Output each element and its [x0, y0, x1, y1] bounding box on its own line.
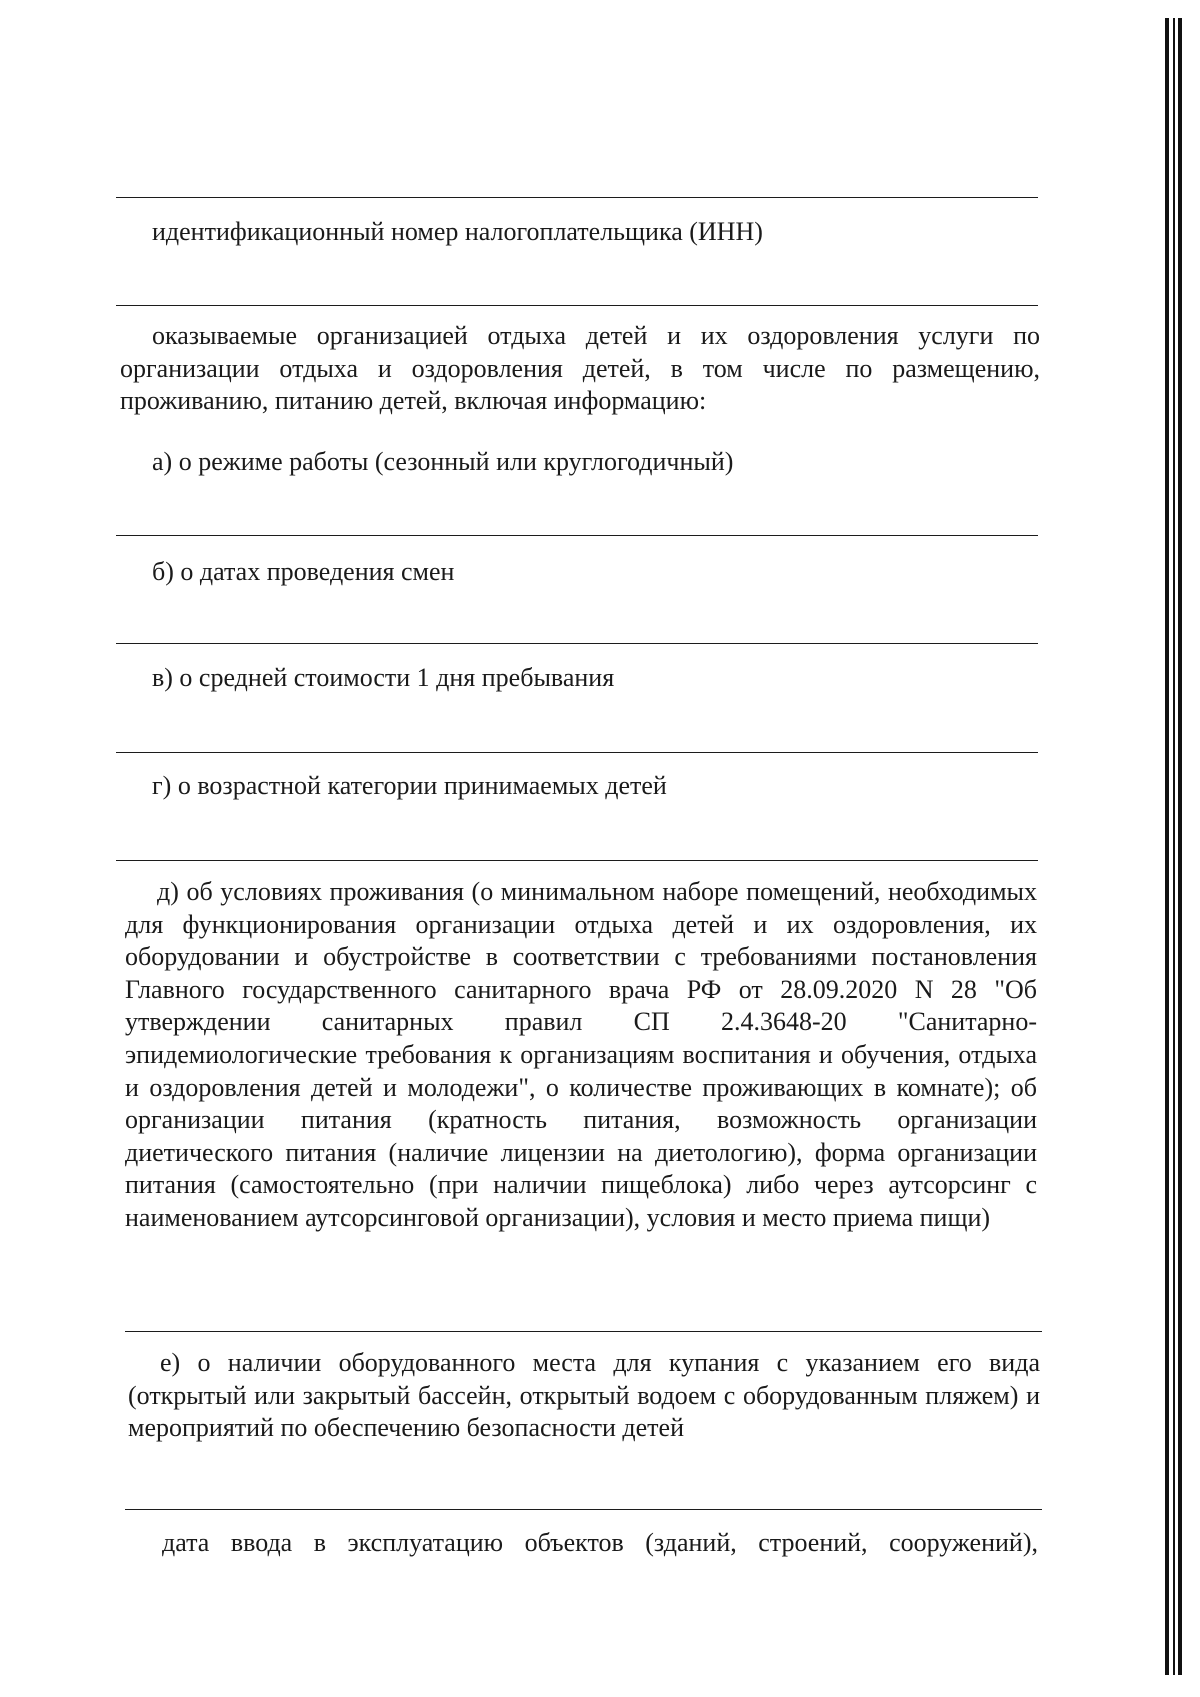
item-b: б) о датах проведения смен	[152, 557, 455, 586]
services-intro: оказываемые организацией отдыха детей и их оздоровления услуги по организации отдыха и оздоровления детей, в том числе по размещению, проживанию, питанию детей, включая информацию:	[120, 321, 1040, 416]
blank-line-2	[116, 305, 1038, 306]
blank-line-8	[125, 1509, 1042, 1510]
blank-line-3	[116, 535, 1038, 536]
blank-line-6	[116, 860, 1038, 861]
binding-edge	[1165, 18, 1183, 1675]
item-e: е) о наличии оборудованного места для купания с указанием его вида (открытый или закрытый бассейн, открытый водоем с оборудованным пляжем) и мероприятий по обеспечению безопасности детей	[128, 1348, 1040, 1443]
item-g: г) о возрастной категории принимаемых детей	[152, 771, 667, 800]
item-v: в) о средней стоимости 1 дня пребывания	[152, 663, 615, 692]
blank-line-7	[125, 1331, 1042, 1332]
blank-line-5	[116, 752, 1038, 753]
blank-line-1	[116, 197, 1038, 198]
commissioning-date: дата ввода в эксплуатацию объектов (зданий, строений, сооружений),	[162, 1528, 1038, 1557]
inn-label: идентификационный номер налогоплательщика (ИНН)	[152, 217, 763, 246]
item-d: д) об условиях проживания (о минимальном наборе помещений, необходимых для функционирования организации отдыха детей и их оздоровления, их оборудовании и обустройстве в соответствии с требованиями постановления Главного государственного санитарного врача РФ от 28.09.2020 N 28 "Об утверждении санитарных правил СП 2.4.3648-20 "Санитарно-эпидемиологические требования к организациям воспитания и обучения, отдыха и оздоровления детей и молодежи", о количестве проживающих в комнате); об организации питания (кратность питания, возможность организации диетического питания (наличие лицензии на диетологию), форма организации питания (самостоятельно (при наличии пищеблока) либо через аутсорсинг с наименованием аутсорсинговой организации), условия и место приема пищи)	[125, 877, 1037, 1232]
blank-line-4	[116, 643, 1038, 644]
item-a: а) о режиме работы (сезонный или круглогодичный)	[152, 447, 734, 476]
